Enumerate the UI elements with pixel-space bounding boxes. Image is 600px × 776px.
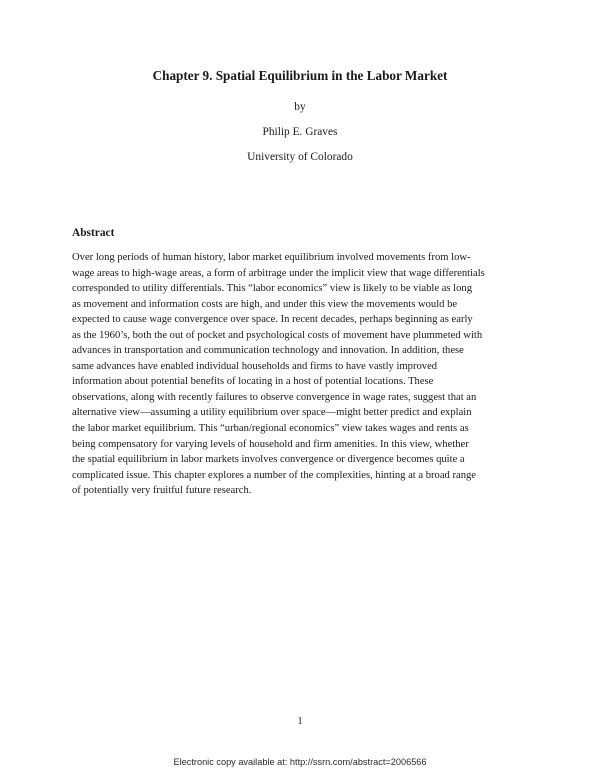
abstract-line: Over long periods of human history, labor market equilibrium involved movements from low-: [72, 252, 471, 263]
ssrn-footer[interactable]: Electronic copy available at: http://ssrn.com/abstract=2006566: [173, 757, 427, 767]
abstract-line: observations, along with recently failures to observe convergence in wage rates, suggest that an: [72, 391, 477, 403]
abstract-line: of potentially very fruitful future research.: [72, 485, 252, 497]
abstract-line: corresponded to utility differentials. This “labor economics” view is likely to be viable as long: [72, 283, 473, 295]
abstract-line: complicated issue. This chapter explores a number of the complexities, hinting at a broad range: [72, 469, 477, 481]
abstract-line: wage areas to high-wage areas, a form of arbitrage under the implicit view that wage differentials: [72, 267, 485, 279]
byline-by: by: [294, 101, 306, 113]
abstract-heading: Abstract: [72, 227, 115, 239]
abstract-line: expected to cause wage convergence over space. In recent decades, perhaps beginning as early: [72, 314, 473, 326]
abstract-line: as movement and information costs are high, and under this view the movements would be: [72, 298, 458, 310]
abstract-body: [72, 250, 522, 499]
author-name: Philip E. Graves: [262, 126, 338, 138]
abstract-line: alternative view—assuming a utility equilibrium over space—might better predict and explain: [72, 407, 472, 419]
abstract-line: information about potential benefits of locating in a host of potential locations. These: [72, 376, 434, 388]
abstract-line: the spatial equilibrium in labor markets involves convergence or divergence becomes quite a: [72, 454, 465, 466]
page-number: 1: [297, 716, 303, 727]
abstract-line: the labor market equilibrium. This “urban/regional economics” view takes wages and rents as: [72, 423, 469, 435]
abstract-line: same advances have enabled individual households and firms to have vastly improved: [72, 360, 438, 372]
chapter-title: Chapter 9. Spatial Equilibrium in the Labor Market: [152, 68, 448, 83]
author-affiliation: University of Colorado: [247, 151, 353, 163]
abstract-line: advances in transportation and communication technology and innovation. In addition, these: [72, 345, 464, 357]
abstract-line: being compensatory for varying levels of household and firm amenities. In this view, whether: [72, 438, 469, 450]
abstract-line: as the 1960’s, both the out of pocket and psychological costs of movement have plummeted with: [72, 329, 483, 341]
